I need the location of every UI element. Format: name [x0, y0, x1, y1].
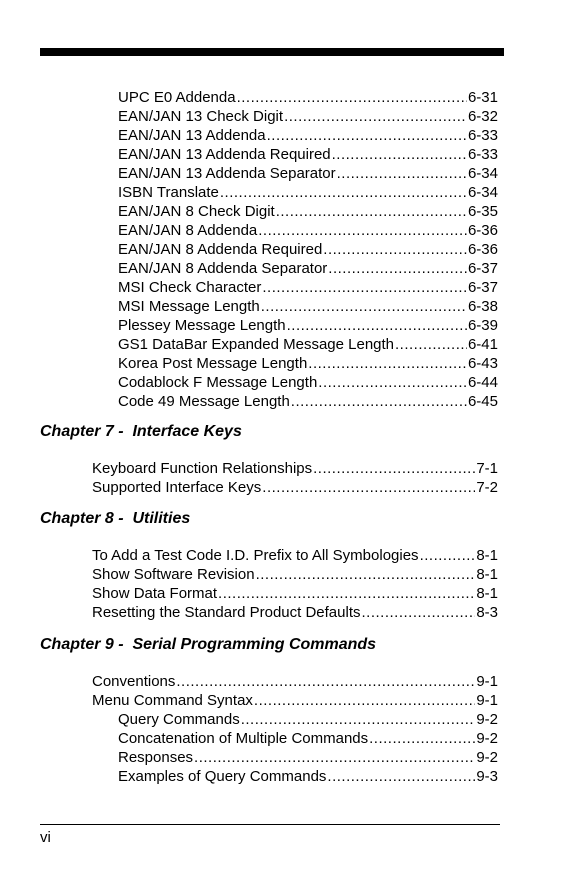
toc-entry[interactable] [118, 88, 498, 107]
toc-entry-page: 9-1 [476, 673, 498, 690]
dot-leader [194, 748, 475, 767]
toc-entry[interactable] [92, 603, 498, 622]
toc-entry-title: Keyboard Function Relationships [92, 460, 313, 477]
toc-entry-page: 8-3 [476, 604, 498, 621]
dot-leader [287, 316, 467, 335]
toc-entry-title: Resetting the Standard Product Defaults [92, 604, 361, 621]
toc-entry[interactable] [92, 565, 498, 584]
chapter-heading[interactable]: Chapter 7 - Interface Keys [40, 423, 242, 440]
toc-entry[interactable] [92, 478, 498, 497]
dot-leader [258, 221, 467, 240]
toc-entry[interactable] [118, 183, 498, 202]
dot-leader [313, 459, 475, 478]
toc-entry[interactable] [92, 672, 498, 691]
toc-entry-page: 9-2 [476, 711, 498, 728]
toc-entry[interactable] [92, 584, 498, 603]
chapter-heading[interactable]: Chapter 9 - Serial Programming Commands [40, 636, 377, 653]
dot-leader [318, 373, 467, 392]
dot-leader [308, 354, 467, 373]
toc-entry-title: To Add a Test Code I.D. Prefix to All Symbologies [92, 547, 419, 564]
dot-leader [241, 710, 476, 729]
dot-leader [176, 672, 475, 691]
dot-leader [362, 603, 476, 622]
toc-entry-page: 9-3 [476, 768, 498, 785]
toc-entry-page: 6-32 [467, 108, 498, 125]
toc-entry-page: 7-1 [476, 460, 498, 477]
dot-leader [276, 202, 467, 221]
toc-entry-title: Query Commands [118, 711, 240, 728]
toc-entry-page: 6-37 [467, 260, 498, 277]
toc-entry-title: UPC E0 Addenda [118, 89, 236, 106]
toc-entry[interactable] [118, 373, 498, 392]
toc-entry-page: 6-36 [467, 222, 498, 239]
toc-entry-page: 9-1 [476, 692, 498, 709]
toc-entry-title: MSI Message Length [118, 298, 260, 315]
toc-entry-page: 6-41 [467, 336, 498, 353]
dot-leader [332, 145, 467, 164]
toc-entry-page: 8-1 [476, 585, 498, 602]
dot-leader [327, 767, 475, 786]
toc-entry-page: 9-2 [476, 730, 498, 747]
toc-entry-title: Show Data Format [92, 585, 218, 602]
dot-leader [256, 565, 476, 584]
toc-section-chapter6 [118, 88, 498, 411]
header-rule [40, 48, 504, 56]
toc-entry-page: 6-31 [467, 89, 498, 106]
dot-leader [254, 691, 475, 710]
toc-entry-title: Show Software Revision [92, 566, 255, 583]
toc-subsection-chapter9 [118, 710, 498, 786]
toc-entry-title: Supported Interface Keys [92, 479, 262, 496]
toc-section-chapter7 [92, 459, 498, 497]
toc-entry-title: ISBN Translate [118, 184, 219, 201]
toc-entry-title: Examples of Query Commands [118, 768, 327, 785]
dot-leader [218, 584, 475, 603]
toc-entry[interactable] [118, 164, 498, 183]
toc-entry[interactable] [118, 240, 498, 259]
toc-entry[interactable] [118, 748, 498, 767]
toc-entry[interactable] [118, 767, 498, 786]
toc-entry-page: 9-2 [476, 749, 498, 766]
toc-entry-title: EAN/JAN 8 Addenda [118, 222, 258, 239]
page-number: vi [40, 829, 51, 846]
toc-entry[interactable] [118, 145, 498, 164]
toc-entry-title: EAN/JAN 8 Addenda Separator [118, 260, 328, 277]
toc-entry[interactable] [118, 107, 498, 126]
toc-entry-page: 6-44 [467, 374, 498, 391]
toc-entry[interactable] [118, 316, 498, 335]
toc-entry-title: EAN/JAN 13 Check Digit [118, 108, 284, 125]
toc-entry[interactable] [118, 710, 498, 729]
toc-entry-page: 6-39 [467, 317, 498, 334]
toc-entry-page: 6-33 [467, 127, 498, 144]
toc-entry-title: EAN/JAN 13 Addenda [118, 127, 266, 144]
toc-entry[interactable] [92, 459, 498, 478]
toc-entry-page: 6-34 [467, 184, 498, 201]
dot-leader [262, 478, 475, 497]
toc-entry-title: Korea Post Message Length [118, 355, 308, 372]
dot-leader [291, 392, 467, 411]
toc-entry[interactable] [92, 546, 498, 565]
toc-entry-title: EAN/JAN 8 Check Digit [118, 203, 275, 220]
toc-entry[interactable] [92, 691, 498, 710]
dot-leader [267, 126, 467, 145]
toc-entry[interactable] [118, 392, 498, 411]
toc-entry-page: 6-34 [467, 165, 498, 182]
toc-entry[interactable] [118, 126, 498, 145]
toc-entry-page: 6-33 [467, 146, 498, 163]
dot-leader [328, 259, 467, 278]
dot-leader [395, 335, 467, 354]
toc-section-chapter9 [92, 672, 498, 710]
toc-entry[interactable] [118, 354, 498, 373]
toc-entry-page: 6-35 [467, 203, 498, 220]
toc-entry-title: Code 49 Message Length [118, 393, 290, 410]
toc-entry-page: 6-38 [467, 298, 498, 315]
toc-entry[interactable] [118, 729, 498, 748]
toc-entry[interactable] [118, 202, 498, 221]
toc-entry-page: 7-2 [476, 479, 498, 496]
toc-entry-page: 6-45 [467, 393, 498, 410]
toc-entry-page: 6-37 [467, 279, 498, 296]
toc-entry[interactable] [118, 297, 498, 316]
toc-entry-title: MSI Check Character [118, 279, 262, 296]
toc-entry-title: GS1 DataBar Expanded Message Length [118, 336, 395, 353]
toc-entry-page: 6-43 [467, 355, 498, 372]
dot-leader [337, 164, 467, 183]
dot-leader [220, 183, 467, 202]
toc-entry-title: EAN/JAN 8 Addenda Required [118, 241, 323, 258]
toc-entry[interactable] [118, 335, 498, 354]
toc-entry-page: 6-36 [467, 241, 498, 258]
toc-entry-title: Menu Command Syntax [92, 692, 253, 709]
toc-entry[interactable] [118, 278, 498, 297]
toc-section-chapter8 [92, 546, 498, 622]
dot-leader [420, 546, 476, 565]
toc-entry-title: Plessey Message Length [118, 317, 286, 334]
dot-leader [369, 729, 475, 748]
toc-entry-page: 8-1 [476, 566, 498, 583]
toc-entry[interactable] [118, 221, 498, 240]
toc-entry[interactable] [118, 259, 498, 278]
chapter-heading[interactable]: Chapter 8 - Utilities [40, 510, 191, 527]
footer-rule [40, 824, 500, 825]
toc-entry-title: EAN/JAN 13 Addenda Separator [118, 165, 336, 182]
toc-entry-title: Conventions [92, 673, 176, 690]
dot-leader [262, 278, 467, 297]
dot-leader [284, 107, 467, 126]
toc-entry-title: Codablock F Message Length [118, 374, 318, 391]
toc-entry-title: Responses [118, 749, 194, 766]
dot-leader [261, 297, 467, 316]
toc-entry-page: 8-1 [476, 547, 498, 564]
dot-leader [323, 240, 467, 259]
toc-entry-title: EAN/JAN 13 Addenda Required [118, 146, 331, 163]
dot-leader [237, 88, 467, 107]
toc-entry-title: Concatenation of Multiple Commands [118, 730, 369, 747]
